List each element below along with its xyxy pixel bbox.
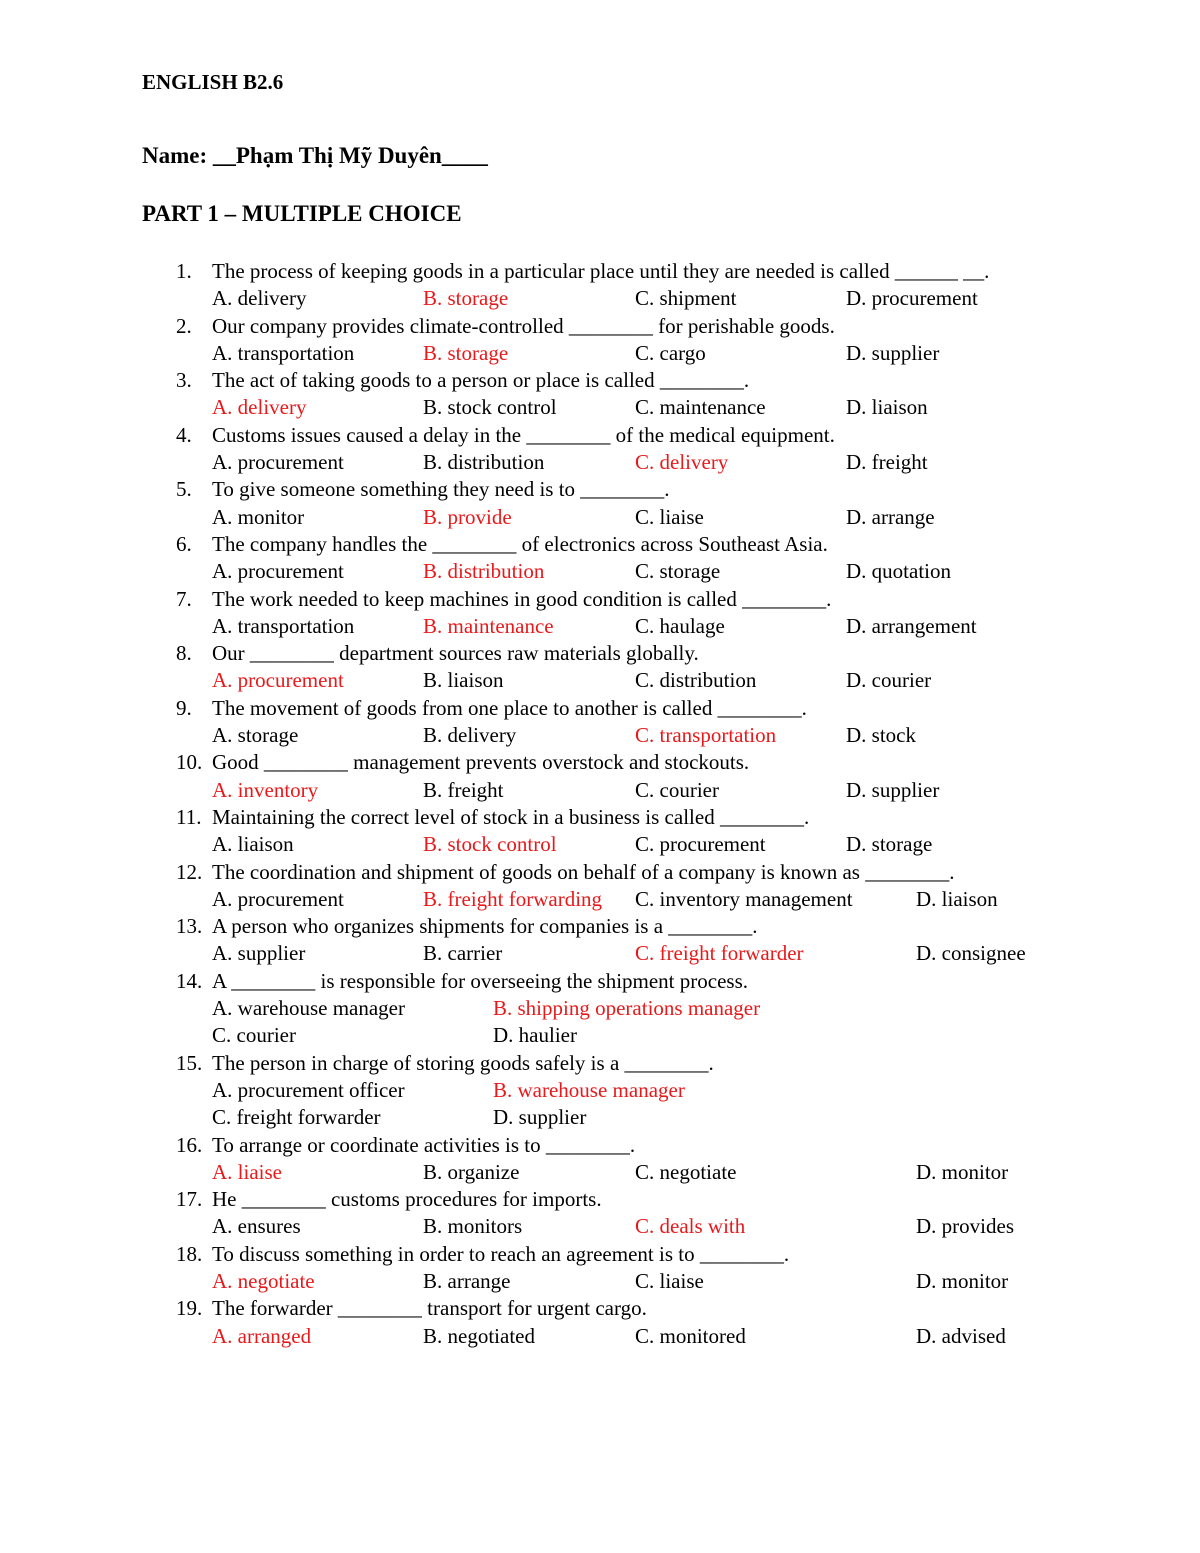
answer-option[interactable]: D. stock xyxy=(846,723,916,748)
question-stem: Customs issues caused a delay in the ________ of the medical equipment. xyxy=(212,422,835,447)
answer-option[interactable]: C. freight forwarder xyxy=(212,1105,381,1130)
question-item xyxy=(0,968,1200,1050)
answer-option-selected[interactable]: A. procurement xyxy=(212,668,344,693)
answer-option-selected[interactable]: A. inventory xyxy=(212,777,319,802)
question-stem: Good ________ management prevents overstock and stockouts. xyxy=(212,750,750,775)
answer-option[interactable]: B. stock control xyxy=(423,395,557,420)
question-stem: The forwarder ________ transport for urgent cargo. xyxy=(212,1296,647,1321)
answer-options-row xyxy=(0,1077,1200,1104)
answer-option[interactable]: C. maintenance xyxy=(635,395,766,420)
answer-option[interactable]: C. inventory management xyxy=(635,886,853,911)
question-item xyxy=(0,313,1200,368)
answer-options-row xyxy=(0,777,1200,804)
answer-option[interactable]: D. supplier xyxy=(846,340,940,365)
question-number: 7. xyxy=(176,586,192,611)
question-number: 1. xyxy=(176,259,192,283)
answer-option[interactable]: A. procurement officer xyxy=(212,1077,405,1102)
answer-option[interactable]: D. supplier xyxy=(846,777,940,802)
answer-option[interactable]: A. transportation xyxy=(212,340,355,365)
answer-option[interactable]: C. distribution xyxy=(635,668,757,693)
answer-options-row xyxy=(0,504,1200,531)
question-number: 17. xyxy=(176,1187,203,1212)
answer-option[interactable]: D. liaison xyxy=(846,395,928,420)
question-number: 4. xyxy=(176,422,192,447)
answer-options-row xyxy=(0,1159,1200,1186)
question-number: 16. xyxy=(176,1132,203,1157)
answer-options-row xyxy=(0,995,1200,1022)
answer-options-row xyxy=(0,831,1200,858)
answer-options-row xyxy=(0,1022,1200,1049)
answer-option-selected[interactable]: B. maintenance xyxy=(423,613,554,638)
answer-option[interactable]: D. supplier xyxy=(493,1105,587,1130)
answer-option[interactable]: A. storage xyxy=(212,723,299,748)
answer-option[interactable]: C. haulage xyxy=(635,613,725,638)
question-item xyxy=(0,258,1200,313)
answer-option[interactable]: C. monitored xyxy=(635,1323,746,1348)
question-stem: The work needed to keep machines in good condition is called ________. xyxy=(212,586,832,611)
question-number: 13. xyxy=(176,914,203,939)
answer-option[interactable]: D. arrangement xyxy=(846,613,977,638)
question-item xyxy=(0,422,1200,477)
question-item xyxy=(0,695,1200,750)
answer-option-selected[interactable]: B. provide xyxy=(423,504,512,529)
question-item xyxy=(0,531,1200,586)
question-number: 3. xyxy=(176,368,192,393)
question-number: 6. xyxy=(176,531,192,556)
question-item xyxy=(0,804,1200,859)
answer-option-selected[interactable]: C. deals with xyxy=(635,1214,746,1239)
answer-option-selected[interactable]: A. delivery xyxy=(212,395,307,420)
answer-option[interactable]: C. storage xyxy=(635,559,721,584)
answer-option[interactable]: D. haulier xyxy=(493,1023,577,1048)
answer-option[interactable]: D. arrange xyxy=(846,504,935,529)
question-number: 9. xyxy=(176,695,192,720)
question-stem: The person in charge of storing goods safely is a ________. xyxy=(212,1050,714,1075)
answer-option[interactable]: D. monitor xyxy=(916,1159,1009,1184)
question-item xyxy=(0,1186,1200,1241)
answer-options-row xyxy=(0,1213,1200,1240)
question-stem: He ________ customs procedures for imports. xyxy=(212,1187,602,1212)
question-number: 5. xyxy=(176,477,192,502)
question-item xyxy=(0,1295,1200,1350)
answer-option[interactable]: C. courier xyxy=(635,777,719,802)
question-number: 19. xyxy=(176,1296,203,1321)
question-item xyxy=(0,1241,1200,1296)
answer-options-row xyxy=(0,340,1200,367)
answer-option[interactable]: A. warehouse manager xyxy=(212,996,405,1021)
question-item xyxy=(0,586,1200,641)
question-item xyxy=(0,749,1200,804)
question-stem: A person who organizes shipments for companies is a ________. xyxy=(212,914,758,939)
answer-option[interactable]: A. procurement xyxy=(212,559,344,584)
question-item xyxy=(0,859,1200,914)
answer-options-row xyxy=(0,940,1200,967)
answer-option-selected[interactable]: A. arranged xyxy=(212,1323,312,1348)
answer-option[interactable]: B. liaison xyxy=(423,668,504,693)
part-heading: PART 1 – MULTIPLE CHOICE xyxy=(142,201,462,226)
answer-option-selected[interactable]: B. storage xyxy=(423,286,509,311)
answer-options-row xyxy=(0,394,1200,421)
answer-option[interactable]: A. procurement xyxy=(212,886,344,911)
answer-option[interactable]: C. procurement xyxy=(635,832,766,857)
answer-option-selected[interactable]: B. distribution xyxy=(423,559,545,584)
answer-option[interactable]: B. negotiated xyxy=(423,1323,535,1348)
answer-option[interactable]: A. supplier xyxy=(212,941,306,966)
answer-option[interactable]: A. liaison xyxy=(212,832,294,857)
answer-option-selected[interactable]: C. transportation xyxy=(635,723,777,748)
answer-option-selected[interactable]: B. warehouse manager xyxy=(493,1077,685,1102)
question-number: 15. xyxy=(176,1050,203,1075)
question-item xyxy=(0,1132,1200,1187)
answer-option[interactable]: C. liaise xyxy=(635,504,704,529)
question-item xyxy=(0,476,1200,531)
answer-option[interactable]: D. procurement xyxy=(846,286,978,311)
answer-options-row xyxy=(0,558,1200,585)
document-title: ENGLISH B2.6 xyxy=(142,70,284,94)
answer-option[interactable]: C. cargo xyxy=(635,340,706,365)
answer-options-row xyxy=(0,886,1200,913)
answer-option-selected[interactable]: A. liaise xyxy=(212,1159,282,1184)
answer-option[interactable]: A. delivery xyxy=(212,286,307,311)
answer-option[interactable]: B. monitors xyxy=(423,1214,523,1239)
question-stem: Our ________ department sources raw materials globally. xyxy=(212,641,699,666)
answer-option[interactable]: B. freight xyxy=(423,777,504,802)
answer-option-selected[interactable]: A. negotiate xyxy=(212,1268,315,1293)
question-stem: A ________ is responsible for overseeing the shipment process. xyxy=(212,968,748,993)
answer-option[interactable]: C. shipment xyxy=(635,286,737,311)
answer-option[interactable]: D. freight xyxy=(846,450,928,475)
question-number: 2. xyxy=(176,313,192,338)
question-stem: To arrange or coordinate activities is to ________. xyxy=(212,1132,636,1157)
question-item xyxy=(0,1050,1200,1132)
question-stem: To discuss something in order to reach an agreement is to ________. xyxy=(212,1241,790,1266)
question-stem: Maintaining the correct level of stock in a business is called ________. xyxy=(212,804,810,829)
question-stem: Our company provides climate-controlled ________ for perishable goods. xyxy=(212,313,835,338)
answer-option-selected[interactable]: B. storage xyxy=(423,340,509,365)
question-item xyxy=(0,913,1200,968)
answer-options-row xyxy=(0,722,1200,749)
question-item xyxy=(0,367,1200,422)
answer-option[interactable]: A. ensures xyxy=(212,1214,301,1239)
answer-option[interactable]: C. negotiate xyxy=(635,1159,737,1184)
answer-option[interactable]: B. arrange xyxy=(423,1268,511,1293)
question-stem: The company handles the ________ of electronics across Southeast Asia. xyxy=(212,531,828,556)
question-item xyxy=(0,640,1200,695)
answer-option[interactable]: C. liaise xyxy=(635,1268,704,1293)
answer-option[interactable]: A. procurement xyxy=(212,450,344,475)
answer-option[interactable]: D. quotation xyxy=(846,559,951,584)
answer-option[interactable]: C. courier xyxy=(212,1023,296,1048)
answer-option[interactable]: D. monitor xyxy=(916,1268,1009,1293)
answer-options-row xyxy=(0,1104,1200,1131)
question-number: 8. xyxy=(176,641,192,666)
answer-option[interactable]: B. carrier xyxy=(423,941,503,966)
question-number: 12. xyxy=(176,859,203,884)
answer-option-selected[interactable]: B. freight forwarding xyxy=(423,886,603,911)
question-stem: The movement of goods from one place to another is called ________. xyxy=(212,695,807,720)
answer-option-selected[interactable]: B. stock control xyxy=(423,832,557,857)
answer-option[interactable]: D. storage xyxy=(846,832,933,857)
answer-option[interactable]: D. courier xyxy=(846,668,932,693)
question-list xyxy=(0,258,1200,1350)
question-stem: The coordination and shipment of goods on behalf of a company is known as ________. xyxy=(212,859,955,884)
answer-options-row xyxy=(0,285,1200,312)
answer-option-selected[interactable]: C. delivery xyxy=(635,450,729,475)
question-number: 11. xyxy=(176,804,202,829)
answer-options-row xyxy=(0,667,1200,694)
question-number: 14. xyxy=(176,968,203,993)
answer-option-selected[interactable]: B. shipping operations manager xyxy=(493,996,761,1021)
answer-option[interactable]: D. liaison xyxy=(916,886,998,911)
answer-option[interactable]: D. advised xyxy=(916,1323,1006,1348)
question-stem: To give someone something they need is to ________. xyxy=(212,477,670,502)
answer-option[interactable]: D. provides xyxy=(916,1214,1014,1239)
question-stem: The act of taking goods to a person or place is called ________. xyxy=(212,368,750,393)
answer-options-row xyxy=(0,1268,1200,1295)
question-stem: The process of keeping goods in a particular place until they are needed is called ______ __. xyxy=(212,259,990,283)
question-number: 10. xyxy=(176,750,203,775)
answer-option-selected[interactable]: C. freight forwarder xyxy=(635,941,804,966)
answer-option[interactable]: D. consignee xyxy=(916,941,1026,966)
answer-option[interactable]: B. distribution xyxy=(423,450,545,475)
answer-option[interactable]: A. monitor xyxy=(212,504,305,529)
answer-options-row xyxy=(0,1323,1200,1350)
answer-option[interactable]: B. delivery xyxy=(423,723,517,748)
answer-option[interactable]: A. transportation xyxy=(212,613,355,638)
student-name-line: Name: __Phạm Thị Mỹ Duyên____ xyxy=(142,143,488,168)
answer-option[interactable]: B. organize xyxy=(423,1159,520,1184)
question-number: 18. xyxy=(176,1241,203,1266)
answer-options-row xyxy=(0,449,1200,476)
answer-options-row xyxy=(0,613,1200,640)
